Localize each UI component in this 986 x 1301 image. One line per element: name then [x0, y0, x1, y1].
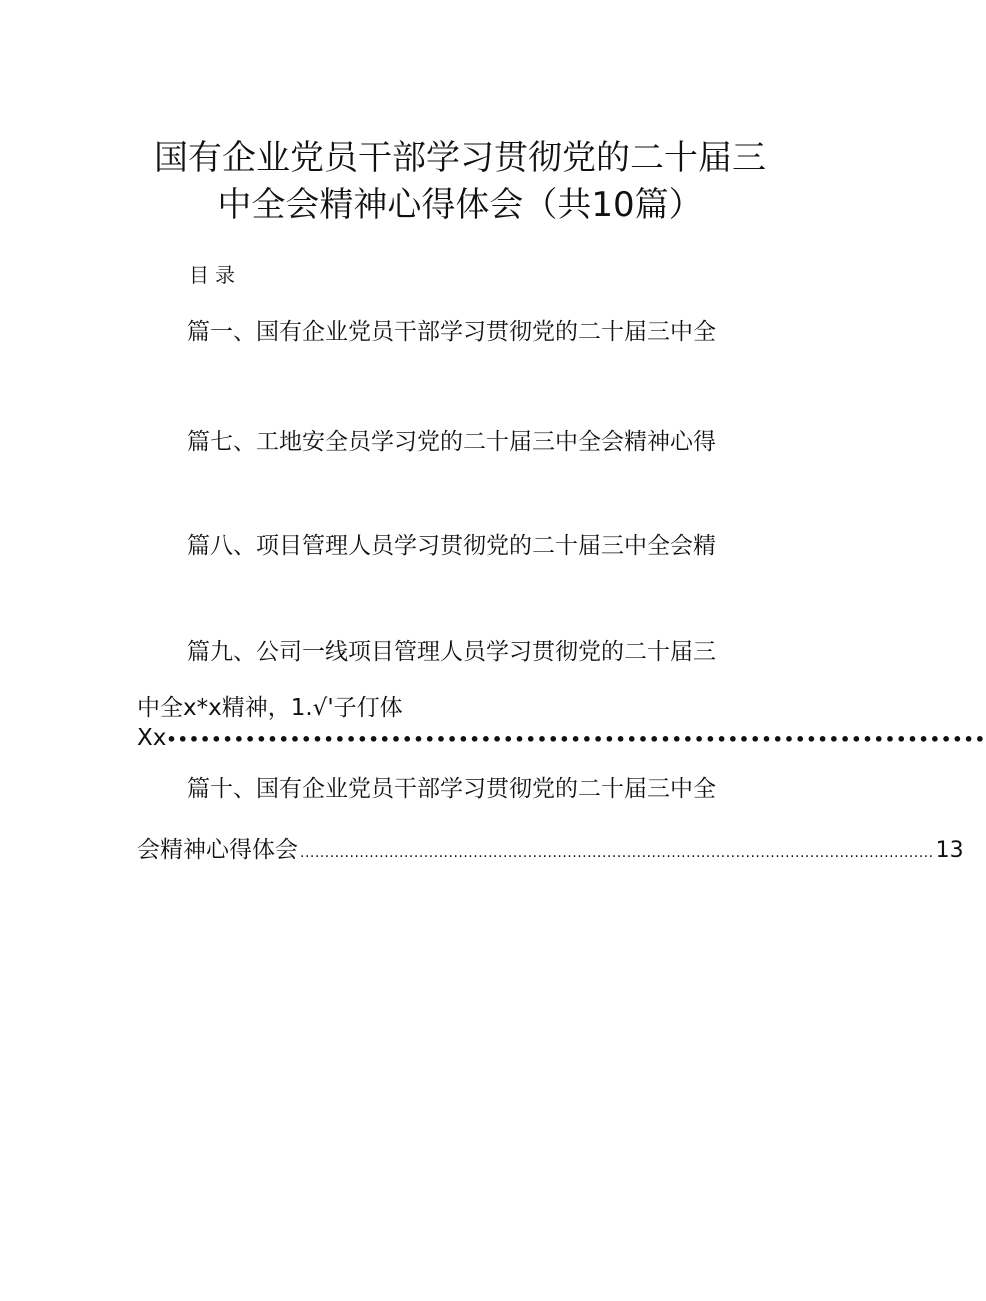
document-title-line-1: 国有企业党员干部学习贯彻党的二十届三 — [154, 138, 766, 178]
toc-page-number: 13 — [935, 838, 964, 863]
toc-entry-9-line-2[interactable]: 中全x*x精神，1.√'子仃体 — [137, 695, 403, 721]
toc-entry-10-line-2[interactable] — [137, 834, 964, 869]
toc-entry-1[interactable]: 篇一、国有企业党员干部学习贯彻党的二十届三中全 — [187, 319, 716, 345]
toc-entry-9-line-1[interactable]: 篇九、公司一线项目管理人员学习贯彻党的二十届三 — [187, 639, 716, 665]
toc-entry-9-line-3[interactable] — [137, 722, 986, 756]
toc-entry-10-text: 会精神心得体会 — [137, 837, 298, 863]
toc-entry-8[interactable]: 篇八、项目管理人员学习贯彻党的二十届三中全会精 — [187, 533, 716, 559]
toc-entry-9-prefix: Xx — [137, 725, 167, 751]
toc-entry-7[interactable]: 篇七、工地安全员学习党的二十届三中全会精神心得 — [187, 429, 716, 455]
toc-leader-dots: ••••••••••••••••••••••••••••••••••••••••••••••••••••••••••••••••••••••••• — [166, 730, 986, 749]
toc-heading: 目录 — [189, 263, 241, 287]
document-title-line-2: 中全会精神心得体会（共10篇） — [217, 185, 703, 225]
toc-leader-dots: ................................................................................................................................ — [300, 845, 934, 861]
toc-entry-10-line-1[interactable]: 篇十、国有企业党员干部学习贯彻党的二十届三中全 — [187, 776, 716, 802]
